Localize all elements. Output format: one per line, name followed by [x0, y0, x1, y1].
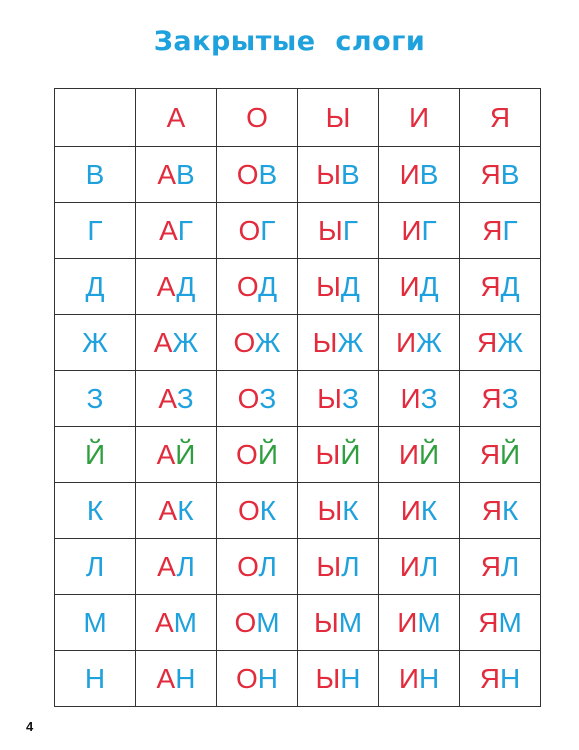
syllable-cell	[136, 203, 217, 259]
syllable-vowel: О	[237, 550, 259, 582]
syllable-consonant: З	[176, 382, 194, 414]
syllable-cell	[298, 539, 379, 595]
syllable-vowel: Я	[481, 382, 502, 414]
syllable-cell	[136, 315, 217, 371]
syllable-cell	[379, 259, 460, 315]
syllable-consonant: Д	[176, 270, 196, 302]
syllable-cell	[460, 203, 541, 259]
syllable-vowel: Ы	[315, 662, 341, 694]
syllable-consonant: К	[420, 494, 438, 526]
syllable-vowel: Я	[480, 550, 501, 582]
syllable-vowel: А	[158, 382, 177, 414]
syllable-consonant: Й	[340, 438, 361, 470]
syllable-vowel: А	[157, 550, 177, 582]
syllable-cell	[379, 203, 460, 259]
syllable-vowel: А	[158, 494, 178, 526]
page-number: 4	[26, 719, 34, 734]
syllable-cell	[217, 595, 298, 651]
syllable-cell	[460, 147, 541, 203]
syllable-cell	[298, 427, 379, 483]
syllable-cell	[217, 259, 298, 315]
syllable-cell	[217, 371, 298, 427]
syllable-consonant: Г	[421, 214, 437, 246]
syllable-consonant: Ж	[172, 326, 199, 358]
syllable-consonant: Д	[419, 270, 439, 302]
vowel-header-cell: Ы	[298, 89, 379, 147]
syllable-cell	[298, 147, 379, 203]
syllable-consonant: К	[177, 494, 194, 526]
syllable-vowel: О	[236, 270, 259, 302]
syllable-vowel: Я	[476, 326, 498, 358]
syllable-vowel: О	[236, 158, 259, 190]
syllable-vowel: И	[400, 382, 421, 414]
vowel-header-cell: А	[136, 89, 217, 147]
syllable-consonant: М	[498, 606, 522, 638]
syllable-vowel: И	[398, 662, 419, 694]
syllable-cell	[379, 371, 460, 427]
syllable-consonant: В	[500, 158, 520, 190]
syllable-cell	[136, 259, 217, 315]
syllable-cell	[217, 147, 298, 203]
syllable-cell	[136, 371, 217, 427]
syllable-consonant: В	[176, 158, 195, 190]
syllable-cell	[136, 147, 217, 203]
syllable-consonant: К	[342, 494, 359, 526]
syllable-vowel: О	[238, 214, 261, 246]
syllable-row	[55, 483, 541, 539]
syllable-consonant: З	[341, 382, 359, 414]
consonant-header-cell: З	[55, 371, 136, 427]
syllable-vowel: Я	[482, 214, 503, 246]
syllable-cell	[379, 483, 460, 539]
syllable-cell	[136, 595, 217, 651]
syllable-vowel: Я	[480, 158, 501, 190]
consonant-header-cell: Г	[55, 203, 136, 259]
syllable-cell	[217, 427, 298, 483]
syllable-cell	[460, 539, 541, 595]
syllable-vowel: Ы	[317, 494, 343, 526]
syllable-row	[55, 371, 541, 427]
syllable-cell	[217, 539, 298, 595]
syllable-vowel: Ы	[315, 438, 341, 470]
syllable-cell	[460, 483, 541, 539]
syllable-vowel: Я	[479, 438, 501, 470]
syllable-consonant: Н	[175, 662, 196, 694]
consonant-header-cell: В	[55, 147, 136, 203]
syllable-consonant: Н	[500, 662, 521, 694]
syllable-consonant: З	[259, 382, 277, 414]
syllable-consonant: Л	[176, 550, 195, 582]
syllable-consonant: К	[501, 494, 519, 526]
syllable-cell	[136, 651, 217, 707]
syllable-consonant: Г	[342, 214, 358, 246]
syllable-consonant: З	[420, 382, 438, 414]
syllable-consonant: В	[258, 158, 278, 190]
syllable-consonant: М	[338, 606, 363, 638]
syllable-consonant: К	[259, 494, 277, 526]
consonant-header-cell: К	[55, 483, 136, 539]
syllable-cell	[379, 539, 460, 595]
syllable-vowel: Ы	[312, 326, 338, 358]
syllable-row	[55, 427, 541, 483]
syllable-cell	[217, 651, 298, 707]
syllable-vowel: О	[237, 382, 260, 414]
syllable-row	[55, 595, 541, 651]
syllable-consonant: Д	[258, 270, 278, 302]
syllable-consonant: Ж	[416, 326, 442, 358]
syllable-consonant: М	[256, 606, 280, 638]
syllable-consonant: М	[417, 606, 441, 638]
syllable-vowel: И	[401, 214, 422, 246]
syllable-vowel: А	[153, 326, 173, 358]
syllable-consonant: Г	[502, 214, 518, 246]
syllable-consonant: М	[173, 606, 197, 638]
syllable-vowel: Ы	[313, 606, 339, 638]
syllable-consonant: Г	[177, 214, 193, 246]
syllable-cell	[460, 371, 541, 427]
syllable-vowel: И	[399, 550, 420, 582]
header-row	[55, 89, 541, 147]
syllable-vowel: Ы	[316, 270, 341, 302]
syllable-vowel: Я	[481, 494, 502, 526]
syllable-vowel: О	[237, 494, 260, 526]
syllable-vowel: А	[156, 270, 177, 302]
syllable-cell	[460, 595, 541, 651]
syllable-row	[55, 651, 541, 707]
syllable-consonant: Ж	[254, 326, 281, 358]
syllable-vowel: И	[397, 606, 418, 638]
vowel-header-cell: И	[379, 89, 460, 147]
syllable-vowel: Ы	[317, 382, 342, 414]
syllable-consonant: Н	[340, 662, 361, 694]
syllable-consonant: Н	[418, 662, 440, 694]
syllable-vowel: А	[157, 158, 176, 190]
syllable-cell	[298, 595, 379, 651]
syllable-row	[55, 539, 541, 595]
syllable-row	[55, 203, 541, 259]
syllable-row	[55, 147, 541, 203]
vowel-header-cell: Я	[460, 89, 541, 147]
syllable-vowel: Я	[479, 662, 500, 694]
syllable-cell	[217, 315, 298, 371]
syllable-cell	[298, 259, 379, 315]
vowel-header-cell: О	[217, 89, 298, 147]
syllable-consonant: В	[341, 158, 360, 190]
syllable-consonant: Й	[257, 438, 278, 470]
syllable-table	[54, 88, 541, 707]
syllable-cell	[298, 371, 379, 427]
syllable-cell	[217, 483, 298, 539]
syllable-vowel: А	[156, 662, 176, 694]
syllable-vowel: И	[400, 494, 421, 526]
consonant-header-cell: Н	[55, 651, 136, 707]
syllable-consonant: Ж	[337, 326, 364, 358]
syllable-vowel: А	[156, 438, 176, 470]
consonant-header-cell: Й	[55, 427, 136, 483]
consonant-header-cell: Ж	[55, 315, 136, 371]
syllable-consonant: Й	[175, 438, 196, 470]
syllable-vowel: Я	[478, 606, 499, 638]
syllable-cell	[379, 651, 460, 707]
syllable-cell	[460, 427, 541, 483]
consonant-header-cell: Л	[55, 539, 136, 595]
syllable-cell	[379, 595, 460, 651]
syllable-consonant: Л	[500, 550, 520, 582]
syllable-vowel: И	[398, 438, 419, 470]
syllable-vowel: А	[159, 214, 178, 246]
syllable-cell	[379, 427, 460, 483]
syllable-vowel: Ы	[316, 158, 342, 190]
syllable-vowel: О	[236, 438, 258, 470]
syllable-cell	[460, 315, 541, 371]
syllable-vowel: И	[399, 158, 420, 190]
syllable-cell	[460, 651, 541, 707]
syllable-vowel: А	[154, 606, 174, 638]
syllable-row	[55, 259, 541, 315]
syllable-consonant: Л	[341, 550, 360, 582]
syllable-consonant: Й	[419, 438, 440, 470]
syllable-vowel: О	[233, 326, 255, 358]
syllable-consonant: Ж	[497, 326, 524, 358]
syllable-consonant: Д	[340, 270, 360, 302]
syllable-vowel: Ы	[318, 214, 343, 246]
consonant-header-cell: Д	[55, 259, 136, 315]
syllable-cell	[217, 203, 298, 259]
syllable-vowel: Ы	[316, 550, 342, 582]
syllable-vowel: И	[399, 270, 420, 302]
syllable-cell	[379, 315, 460, 371]
syllable-cell	[298, 203, 379, 259]
syllable-cell	[298, 651, 379, 707]
syllable-vowel: О	[234, 606, 257, 638]
syllable-consonant: Д	[500, 270, 520, 302]
syllable-cell	[136, 427, 217, 483]
syllable-consonant: Г	[260, 214, 276, 246]
syllable-cell	[136, 539, 217, 595]
syllable-cell	[298, 483, 379, 539]
syllable-consonant: Л	[258, 550, 277, 582]
syllable-vowel: И	[396, 326, 417, 358]
syllable-cell	[379, 147, 460, 203]
syllable-row	[55, 315, 541, 371]
syllable-vowel: Я	[480, 270, 501, 302]
consonant-header-cell: М	[55, 595, 136, 651]
syllable-consonant: Н	[257, 662, 278, 694]
corner-cell	[55, 89, 136, 147]
syllable-cell	[136, 483, 217, 539]
syllable-cell	[298, 315, 379, 371]
syllable-vowel: О	[235, 662, 258, 694]
syllable-consonant: Й	[500, 438, 521, 470]
syllable-consonant: Л	[419, 550, 439, 582]
syllable-consonant: З	[501, 382, 519, 414]
page-title: Закрытые слоги	[153, 26, 426, 57]
syllable-cell	[460, 259, 541, 315]
syllable-consonant: В	[419, 158, 439, 190]
